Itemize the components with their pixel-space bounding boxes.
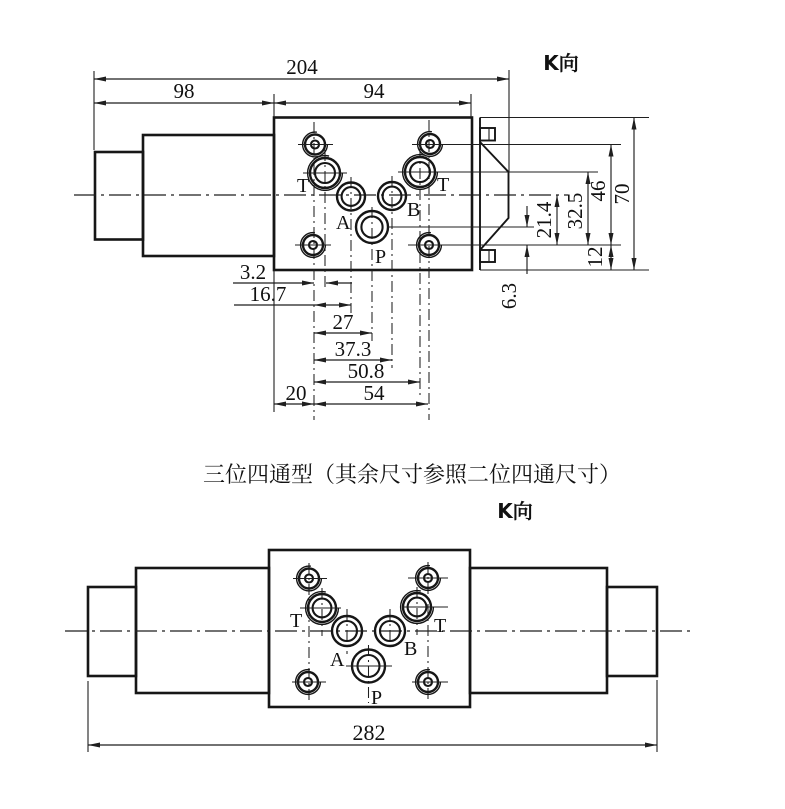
dim-98: 98 [173,79,195,103]
port-label-t-right-b: T [434,615,447,637]
port-label-a: A [336,212,351,234]
port-p-b-view [346,650,392,683]
port-label-p-b: P [371,687,383,709]
dim-16-7: 16.7 [249,282,287,306]
port-label-t-left: T [297,175,310,197]
center-lines-bottom [65,562,692,703]
port-b [378,182,406,210]
port-label-p: P [375,246,387,268]
port-a [337,183,365,211]
dim-282: 282 [352,720,386,745]
bolt-hole-bottom-left [295,233,331,258]
dimensions-top-horizontal [94,55,509,172]
dim-32-5: 32.5 [562,192,587,230]
bolt-hole-bottom-right-b [412,670,448,695]
valve-body-outline-bottom [88,550,657,707]
connector-tab-bottom [480,250,495,262]
dimensions-top-chain [233,260,428,412]
port-label-t-left-b: T [290,610,303,632]
dim-6-3: 6.3 [496,282,521,310]
view-direction-label-bottom: K向 [497,499,533,523]
dim-94: 94 [363,79,385,103]
port-label-a-b: A [330,649,345,671]
dim-3-2: 3.2 [239,260,267,284]
dim-204: 204 [286,55,318,79]
bolt-hole-top-left-b [293,566,327,591]
dim-27: 27 [332,310,354,334]
caption-three-position-four-way: 三位四通型（其余尺寸参照二位四通尺寸） [202,463,622,488]
port-label-b-b: B [404,638,418,660]
connector-plug-profile [480,142,509,250]
dim-50-8: 50.8 [347,359,385,383]
dim-12: 12 [582,246,607,268]
dim-54: 54 [363,381,385,405]
view-direction-label: K向 [543,51,579,75]
mounting-face-ports-top [295,132,449,268]
dim-70: 70 [609,183,634,205]
dim-37-3: 37.3 [334,337,372,361]
port-t-left-b [300,592,341,625]
dim-46: 46 [585,180,610,202]
dim-20: 20 [285,381,307,405]
dim-21-4: 21.4 [531,201,556,239]
port-label-b: B [407,199,421,221]
port-p [356,211,388,243]
bolt-hole-top-left [298,132,333,157]
top-view [74,51,649,420]
bottom-view [65,499,692,752]
connector-tab-top [480,128,495,141]
port-label-t-right: T [437,174,450,196]
